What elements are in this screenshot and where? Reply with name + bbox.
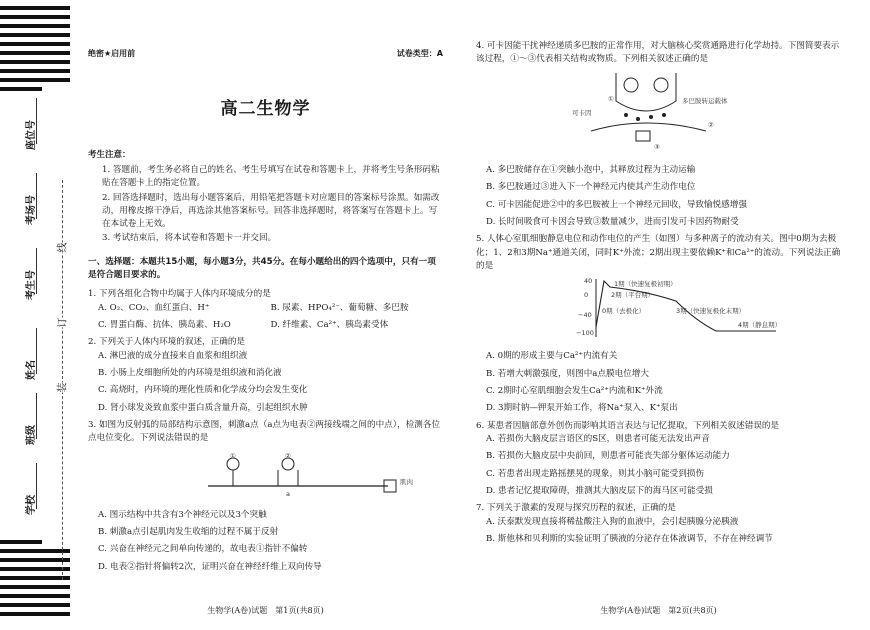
option-c: C. 若患者出现走路摇摆晃的现象，则其小脑可能受到损伤: [486, 468, 704, 479]
question-stem: 3. 如图为反射弧的局部结构示意图，刺激a点（a点为电表②两接线端之间的中点），检测各位点电位变化。下列说法错误的是: [88, 419, 441, 444]
fig-label-transporter: 多巴胺转运载体: [682, 96, 728, 105]
sidebar-field-label: 考场号: [26, 195, 37, 225]
page-header: [88, 48, 443, 60]
option-a: A. 沃泰默发现直接将稀盐酸注入狗的血液中，会引起胰腺分泌胰液: [486, 516, 739, 527]
question-stem: 4. 可卡因能干扰神经递质多巴胺的正常作用，对大脑核心奖赏通路进行化学劫持。下图简要表示该过程，①～③代表相关结构或物质。下列相关叙述正确的是: [476, 41, 840, 65]
dash-word-ding: 订: [54, 318, 69, 328]
paper-type-label: 试卷类型：A: [396, 49, 443, 58]
option-c: C. 胃蛋白酶、抗体、胰岛素、H₂O: [98, 320, 231, 331]
fig-label-3: ③: [654, 142, 660, 151]
option-d: D. 肾小球发炎致血浆中蛋白质含量升高，引起组织水肿: [98, 402, 308, 413]
notice-item: 3. 考试结束后，将本试卷和答题卡一并交回。: [102, 233, 277, 244]
question-stem: 6. 某患者因脑部意外创伤而影响其语言表达与记忆提取，下列相关叙述错误的是: [476, 420, 780, 431]
option-a: A. 图示结构中共含有3个神经元以及3个突触: [98, 509, 267, 520]
y-tick: 40: [584, 277, 593, 286]
option-d: D. 3期时钠—钾泵开始工作，将Na⁺泵入、K⁺泵出: [486, 403, 678, 414]
phase-1-label: 1期（快速复极初期）: [614, 280, 677, 289]
option-a: A. 若损伤大脑皮层言语区的S区，则患者可能无法发出声音: [486, 434, 710, 444]
option-c: C. 高烧时，内环境的理化性质和化学成分均会发生变化: [98, 385, 308, 396]
question-stem: 1. 下列各组化合物中均属于人体内环境成分的是: [88, 289, 271, 300]
synapse-figure: [476, 71, 841, 158]
fig-label-2: ②: [285, 451, 291, 460]
notice-block: [88, 149, 443, 246]
notice-item: 1. 答题前，考生务必将自己的姓名、考生号填写在试卷和答题卡上，并将考生号条形码粘贴在答题卡上的指定位置。: [102, 164, 440, 189]
y-tick: −40: [578, 311, 592, 320]
fig-label-cocaine: 可卡因: [572, 108, 592, 117]
right-column: [476, 40, 841, 550]
option-d: D. 电表②指针将偏转2次，证明兴奋在神经纤维上双向传导: [98, 561, 322, 572]
question-5: [476, 233, 841, 416]
sidebar-field-label: 座位号: [26, 120, 37, 150]
fig-label-a: a: [286, 489, 290, 498]
dash-word-xian: 线: [54, 243, 69, 253]
section-heading: 一、选择题：本题共15小题，每小题3分，共45分。在每小题给出的四个选项中，只有一项是符合题目要求的。: [88, 256, 436, 281]
option-b: B. 尿素、HPO₄²⁻、葡萄糖、多巴胺: [270, 302, 409, 313]
binding-dashed-line: [62, 180, 63, 580]
option-b: B. 多巴胺通过③进入下一个神经元内使其产生动作电位: [486, 182, 696, 193]
option-c: C. 2期时心室肌细胞会发生Ca²⁺内流和K⁺外流: [486, 386, 663, 397]
dash-word-zhuang: 装: [54, 383, 69, 393]
sidebar-field-label: 班级: [26, 425, 37, 445]
option-b: B. 若增大刺激强度，则图中a点膜电位增大: [486, 368, 649, 379]
option-d: D. 患者记忆提取障碍，推测其大脑皮层下的海马区可能受损: [486, 485, 713, 496]
barcode-bottom: [0, 540, 70, 621]
phase-0-label: 0期（去极化）: [602, 307, 646, 316]
question-3: [88, 419, 443, 574]
option-d: D. 纤维素、Ca²⁺、胰岛素受体: [270, 320, 389, 331]
phase-4-label: 4期（静息期）: [738, 321, 782, 330]
question-4: [476, 40, 841, 229]
option-a: A. O₂、CO₂、血红蛋白、H⁺: [98, 302, 210, 313]
sidebar-field-label: 学校: [26, 495, 37, 515]
fig-label-muscle: 肌肉: [400, 477, 413, 486]
confidential-label: 绝密★启用前: [88, 49, 136, 58]
binding-strip: [0, 0, 92, 630]
option-c: C. 兴奋在神经元之间单向传递的，故电表①指针不偏转: [98, 544, 308, 555]
option-c: C. 可卡因能促进②中的多巴胺被上一个神经元回收，导致愉悦感增强: [486, 199, 747, 210]
notice-title: 考生注意：: [88, 149, 131, 160]
option-a: A. 淋巴液的成分直接来自血浆和组织液: [98, 350, 248, 361]
notice-item: 2. 回答选择题时，选出每小题答案后，用铅笔把答题卡对应题目的答案标号涂黑。如需改动，用橡皮擦干净后，再选涂其他答案标号。回答非选择题时，将答案写在答题卡上。写在本试卷上无效。: [102, 192, 440, 230]
y-tick: 0: [584, 291, 589, 300]
question-stem: 2. 下列关于人体内环境的叙述，正确的是: [88, 337, 246, 348]
option-b: B. 若损伤大脑皮层中央前回，则患者可能丧失部分躯体运动能力: [486, 451, 730, 462]
option-b: B. 刺激a点引起肌肉发生收缩的过程不属于反射: [98, 527, 279, 538]
option-a: A. 多巴胺储存在①突触小泡中，其释放过程为主动运输: [486, 164, 696, 175]
fig-label-1: ①: [230, 451, 236, 460]
phase-3-label: 3期（快速复极化末期）: [676, 307, 746, 316]
option-d: D. 长时间吸食可卡因会导致③数量减少，进而引发可卡因药物耐受: [486, 216, 739, 227]
fig-label-2: ②: [708, 120, 714, 129]
question-stem: 5. 人体心室肌细胞静息电位和动作电位的产生（如图）与多种离子的流动有关。图中0期为去极化；1、2和3期Na⁺通道关闭，同时K⁺外流；2期出现主要依赖K⁺和Ca²⁺的流动。下列说法正确的是: [476, 234, 841, 271]
question-7: [476, 502, 841, 546]
barcode-top: [0, 6, 70, 96]
phase-2-label: 2期（平台期）: [611, 291, 655, 300]
sidebar-field-label: 姓名: [26, 360, 37, 380]
option-b: B. 斯他林和贝利斯的实验证明了胰液的分泌存在体液调节，不存在神经调节: [486, 533, 773, 544]
question-1: [88, 288, 443, 332]
y-tick: −100: [576, 329, 594, 338]
footer-left: 生物学(A卷)试题 第1页(共8页): [207, 606, 324, 615]
footer-right: 生物学(A卷)试题 第2页(共8页): [600, 606, 717, 615]
page-title: 高二生物学: [220, 99, 311, 120]
left-column: [88, 40, 443, 578]
fig-label-1: ①: [608, 94, 614, 103]
option-a: A. 0期的形成主要与Ca²⁺内流有关: [486, 351, 618, 362]
action-potential-figure: [476, 277, 841, 344]
option-b: B. 小肠上皮细胞所处的内环境是组织液和消化液: [98, 367, 282, 378]
sidebar-field-label: 考生号: [26, 270, 37, 300]
reflex-arc-figure: [88, 450, 443, 503]
question-stem: 7. 下列关于激素的发现与探究历程的叙述，正确的是: [476, 503, 676, 514]
question-2: [88, 336, 443, 415]
question-6: [476, 420, 841, 499]
